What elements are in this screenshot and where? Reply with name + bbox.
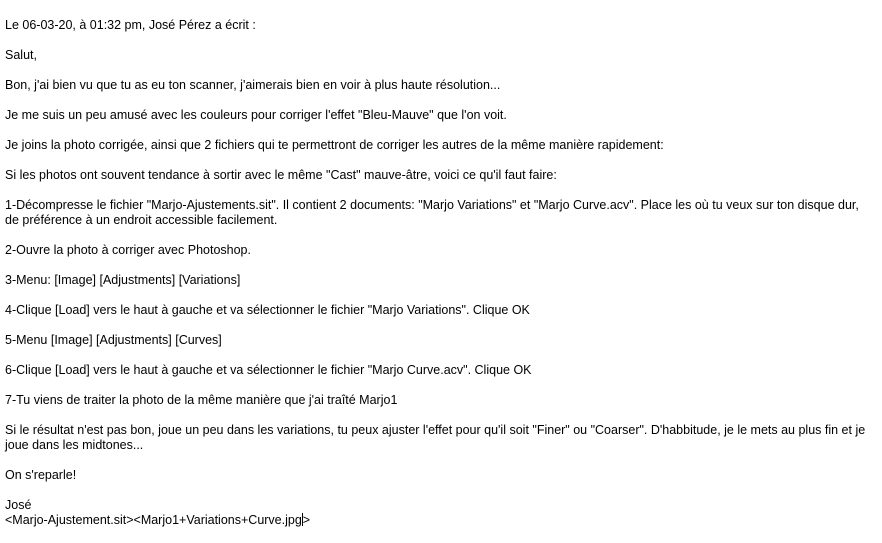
paragraph-attachments-note: Je joins la photo corrigée, ainsi que 2 fichiers qui te permettront de corriger les autres de la même manière rapidement: bbox=[5, 138, 664, 152]
paragraph-colors: Je me suis un peu amusé avec les couleurs pour corriger l'effet "Bleu-Mauve" que l'on voit. bbox=[5, 108, 507, 122]
step-3: 3-Menu: [Image] [Adjustments] [Variations] bbox=[5, 273, 241, 287]
step-4: 4-Clique [Load] vers le haut à gauche et va sélectionner le fichier "Marjo Variations". Clique OK bbox=[5, 303, 530, 317]
paragraph-intro: Bon, j'ai bien vu que tu as eu ton scanner, j'aimerais bien en voir à plus haute résolution... bbox=[5, 78, 501, 92]
step-6: 6-Clique [Load] vers le haut à gauche et va sélectionner le fichier "Marjo Curve.acv". Clique OK bbox=[5, 363, 532, 377]
attachments-line[interactable] bbox=[5, 513, 871, 528]
step-1: 1-Décompresse le fichier "Marjo-Ajustements.sit". Il contient 2 documents: "Marjo Variations" et "Marjo Curve.acv". Place les où tu veux sur ton disque dur, de préférence à un endroit accessible facilement. bbox=[5, 198, 859, 227]
attachments-text[interactable]: <Marjo-Ajustement.sit><Marjo1+Variations+Curve.jpg bbox=[5, 513, 302, 527]
paragraph-instructions-intro: Si les photos ont souvent tendance à sortir avec le même "Cast" mauve-âtre, voici ce qu'il faut faire: bbox=[5, 168, 557, 182]
paragraph-closing: On s'reparle! bbox=[5, 468, 77, 482]
email-body[interactable] bbox=[5, 18, 871, 528]
signature: José bbox=[5, 498, 32, 512]
attachments-text-end[interactable]: > bbox=[302, 513, 311, 527]
quote-header: Le 06-03-20, à 01:32 pm, José Pérez a écrit : bbox=[5, 18, 256, 32]
paragraph-tips: Si le résultat n'est pas bon, joue un peu dans les variations, tu peux ajuster l'effet pour qu'il soit "Finer" ou "Coarser". D'habbitude, je le mets au plus fin et je joue dans les midtones... bbox=[5, 423, 866, 452]
greeting: Salut, bbox=[5, 48, 37, 62]
step-2: 2-Ouvre la photo à corriger avec Photoshop. bbox=[5, 243, 251, 257]
step-7: 7-Tu viens de traiter la photo de la même manière que j'ai traîté Marjo1 bbox=[5, 393, 398, 407]
step-5: 5-Menu [Image] [Adjustments] [Curves] bbox=[5, 333, 222, 347]
